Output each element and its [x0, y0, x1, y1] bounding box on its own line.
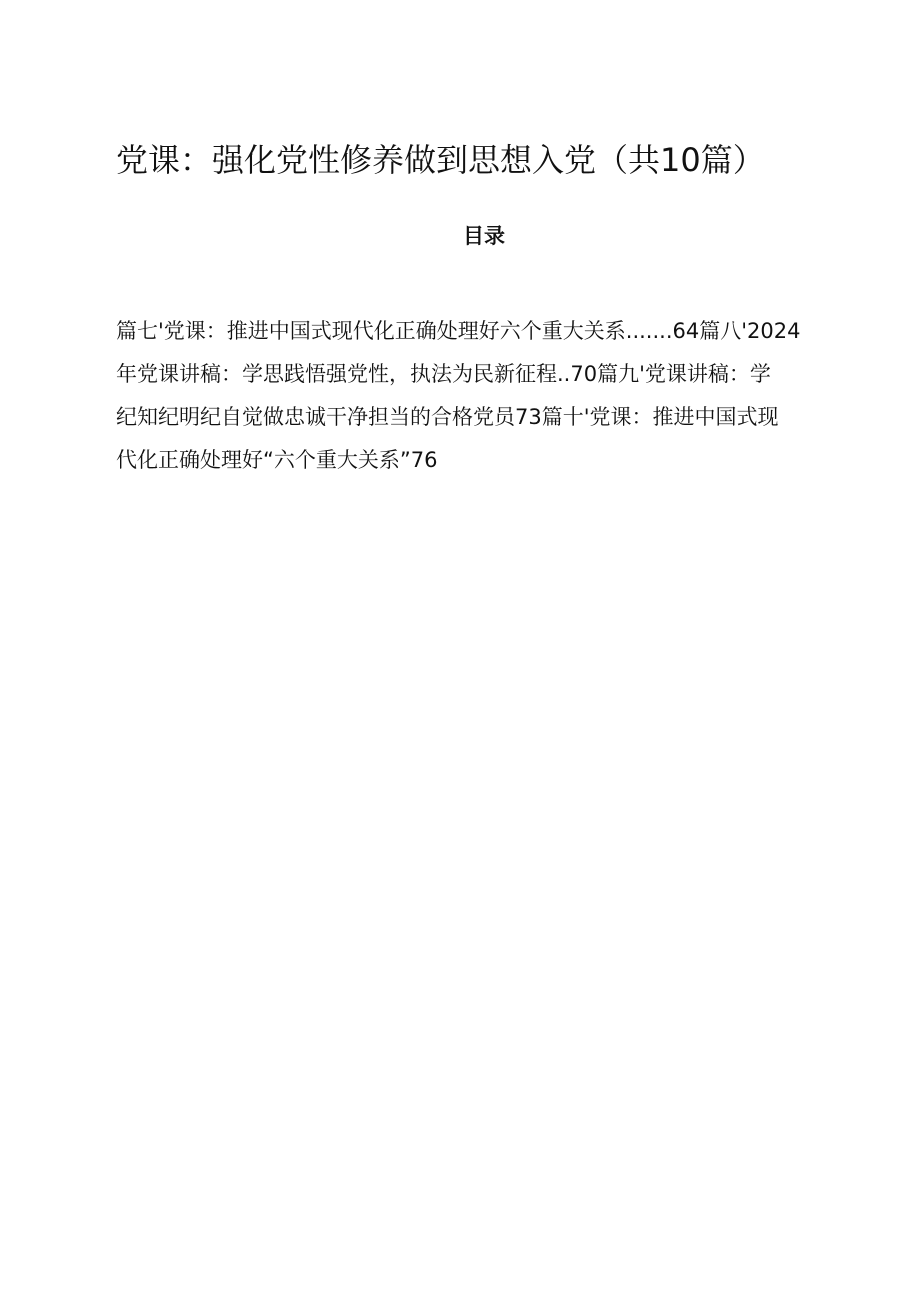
toc-line: 纪知纪明纪自觉做忠诚干净担当的合格党员73篇十'党课：推进中国式现	[116, 405, 779, 429]
toc-line: 年党课讲稿：学思践悟强党性，执法为民新征程..70篇九'党课讲稿：学	[116, 362, 771, 386]
toc-line: 篇七'党课：推进中国式现代化正确处理好六个重大关系.......64篇八'2024	[116, 319, 801, 343]
toc-heading: 目录	[463, 224, 505, 248]
toc-entries	[116, 310, 846, 482]
document-title: 党课：强化党性修养做到思想入党（共10篇）	[116, 141, 765, 179]
toc-line: 代化正确处理好“六个重大关系”76	[116, 448, 438, 472]
